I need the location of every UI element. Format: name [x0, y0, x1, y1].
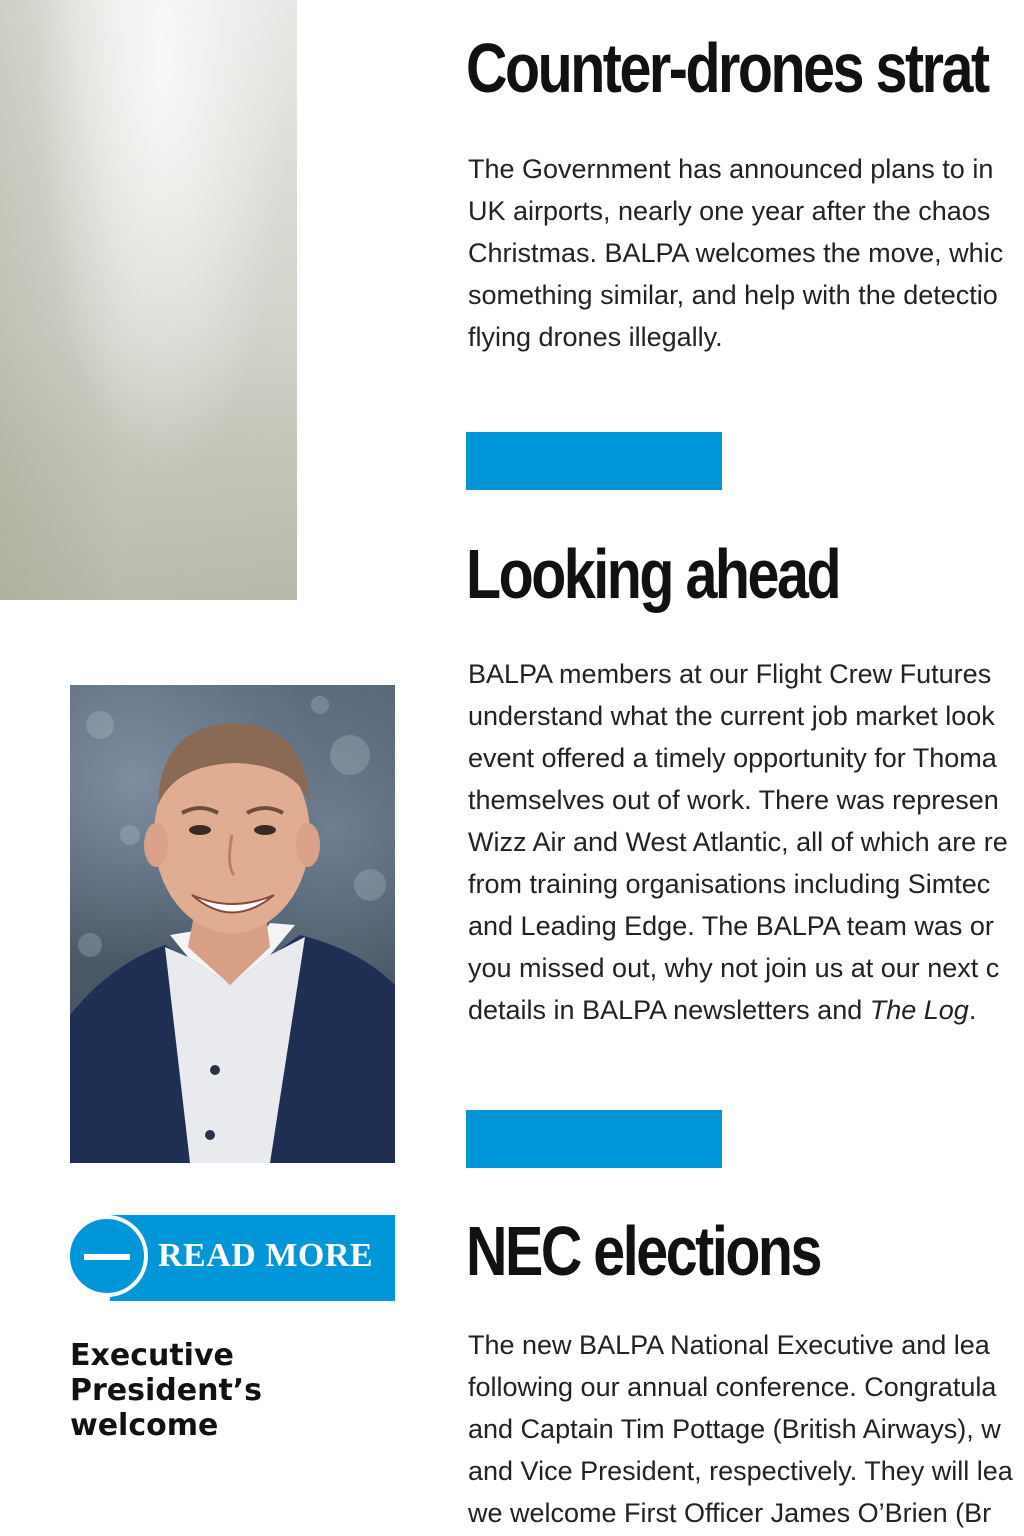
body-line: themselves out of work. There was represen: [468, 785, 999, 815]
body-line: Christmas. BALPA welcomes the move, whic: [468, 238, 1004, 268]
article-body-nec-elections: [468, 1324, 1024, 1534]
president-portrait-photo: [70, 685, 395, 1163]
section-divider-bar: [466, 1110, 722, 1168]
article-body-looking-ahead: [468, 653, 1024, 1031]
body-line: we welcome First Officer James O’Brien (Br: [468, 1498, 992, 1528]
body-line: and Leading Edge. The BALPA team was or: [468, 911, 994, 941]
caption-line-1: Executive: [70, 1338, 234, 1373]
read-more-button[interactable]: [70, 1215, 395, 1301]
body-line-prefix: details in BALPA newsletters and: [468, 995, 870, 1025]
body-line: from training organisations including Simtec: [468, 869, 991, 899]
minus-circle-icon: [66, 1215, 148, 1297]
caption-line-2: President’s welcome: [70, 1373, 263, 1443]
body-line: event offered a timely opportunity for Thoma: [468, 743, 997, 773]
body-line: you missed out, why not join us at our next c: [468, 953, 1000, 983]
article-title-nec-elections: NEC elections: [466, 1212, 820, 1290]
president-welcome-caption: [70, 1338, 420, 1443]
body-line: understand what the current job market look: [468, 701, 995, 731]
body-line: UK airports, nearly one year after the chaos: [468, 196, 991, 226]
body-line: The new BALPA National Executive and lea: [468, 1330, 990, 1360]
body-line: something similar, and help with the detectio: [468, 280, 998, 310]
body-line: BALPA members at our Flight Crew Futures: [468, 659, 992, 689]
body-line-last: [468, 989, 1024, 1031]
body-line-suffix: .: [968, 995, 977, 1025]
body-line: and Captain Tim Pottage (British Airways), w: [468, 1414, 1001, 1444]
body-line: following our annual conference. Congratula: [468, 1372, 997, 1402]
article-title-counter-drones: Counter-drones strat: [466, 29, 988, 107]
body-line: Wizz Air and West Atlantic, all of which are re: [468, 827, 1008, 857]
body-line: flying drones illegally.: [468, 322, 723, 352]
body-line: The Government has announced plans to in: [468, 154, 994, 184]
publication-name: The Log: [869, 995, 969, 1025]
read-more-label: READ MORE: [158, 1237, 374, 1274]
foggy-airport-photo: [0, 0, 297, 600]
body-line: and Vice President, respectively. They will lea: [468, 1456, 1013, 1486]
section-divider-bar: [466, 432, 722, 490]
article-body-counter-drones: [468, 148, 1024, 358]
article-title-looking-ahead: Looking ahead: [466, 535, 840, 613]
